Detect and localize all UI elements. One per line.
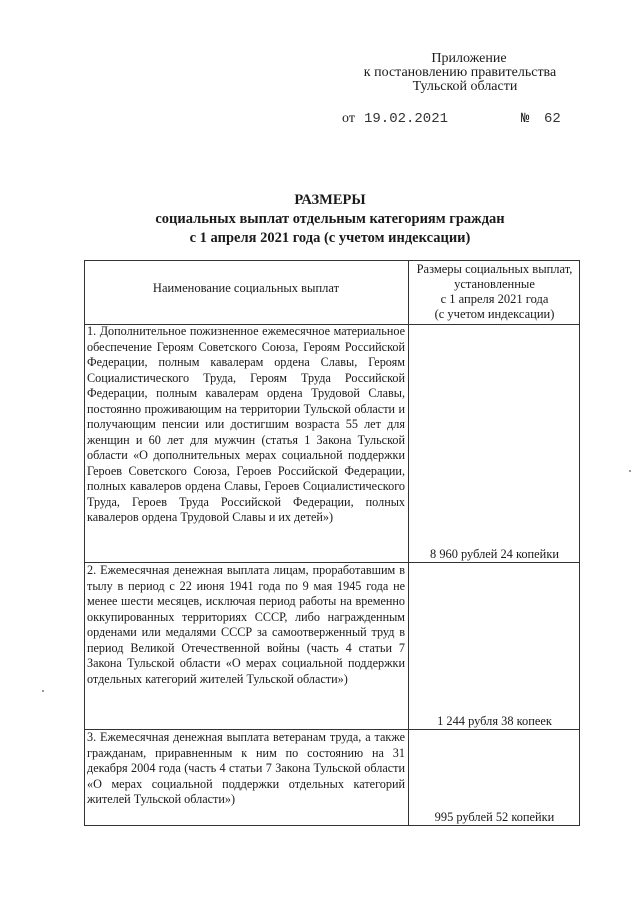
table-column-divider <box>408 260 409 826</box>
table-border-top <box>84 260 580 261</box>
document-date: 19.02.2021 <box>364 111 449 127</box>
scan-speck <box>42 690 44 692</box>
appendix-line-2: к постановлению правительства <box>363 65 557 80</box>
column-header-name: Наименование социальных выплат <box>152 281 340 295</box>
document-subtitle-1: социальных выплат отдельным категориям граждан <box>155 211 505 227</box>
scan-speck <box>629 470 631 472</box>
table-border-left <box>84 260 85 826</box>
table-border-right <box>579 260 580 826</box>
appendix-note <box>340 52 580 94</box>
table-row-3-amount: 995 рублей 52 копейки <box>434 810 555 824</box>
table-row-2-amount: 1 244 рубля 38 копеек <box>437 714 552 728</box>
appendix-line-3: Тульской области <box>412 79 518 94</box>
appendix-line-1: Приложение <box>431 51 507 66</box>
document-subtitle-2: с 1 апреля 2021 года (с учетом индексации) <box>189 230 471 246</box>
document-title: РАЗМЕРЫ <box>294 192 366 208</box>
document-number: 62 <box>544 111 561 127</box>
column-header-amount-line: установленные <box>454 277 535 291</box>
payments-table <box>84 260 580 826</box>
column-header-amount-line: (с учетом индексации) <box>434 307 555 321</box>
date-prefix: от <box>342 111 355 126</box>
table-row-1-description: 1. Дополнительное пожизненное ежемесячное материальное обеспечение Героям Советского Союза, Героям Российской Федерации, полным кавалерам ордена Славы, Героям Социалистического Труда, Героям Труда Российской Федерации, полным кавалерам ордена Трудовой Славы, постоянно проживающим на территории Тульской области и получающим пенсии или достигшим возраста 55 лет для женщин и 60 лет для мужчин (статья 1 Закона Тульской области «О дополнительных мерах социальной поддержки Героев Советского Союза, Героев Российской Федерации, полных кавалеров ордена Славы, Героев Социалистического Труда, Героев Труда Российской Федерации, полных кавалеров ордена Трудовой Славы и их детей») <box>87 324 405 524</box>
column-header-amount <box>409 262 580 322</box>
number-sign: № <box>521 111 530 127</box>
column-header-amount-line: Размеры социальных выплат, <box>416 262 573 276</box>
table-row-1-amount: 8 960 рублей 24 копейки <box>430 547 559 561</box>
table-row-3-description: 3. Ежемесячная денежная выплата ветеранам труда, а также гражданам, приравненным к ним по состоянию на 31 декабря 2004 года (часть 4 статьи 7 Закона Тульской области «О мерах социальной поддержки отдельных категорий жителей Тульской области») <box>87 730 405 806</box>
table-row-2-description: 2. Ежемесячная денежная выплата лицам, проработавшим в тылу в период с 22 июня 1941 года по 9 мая 1945 года не менее шести месяцев, исключая период работы на временно оккупированных территориях СССР, либо награжденным орденами или медалями СССР за самоотверженный труд в период Великой Отечественной войны (часть 4 статьи 7 Закона Тульской области «О мерах социальной поддержки отдельных категорий жителей Тульской области») <box>87 563 405 686</box>
column-header-amount-line: с 1 апреля 2021 года <box>440 292 549 306</box>
table-border-bottom <box>84 825 580 826</box>
